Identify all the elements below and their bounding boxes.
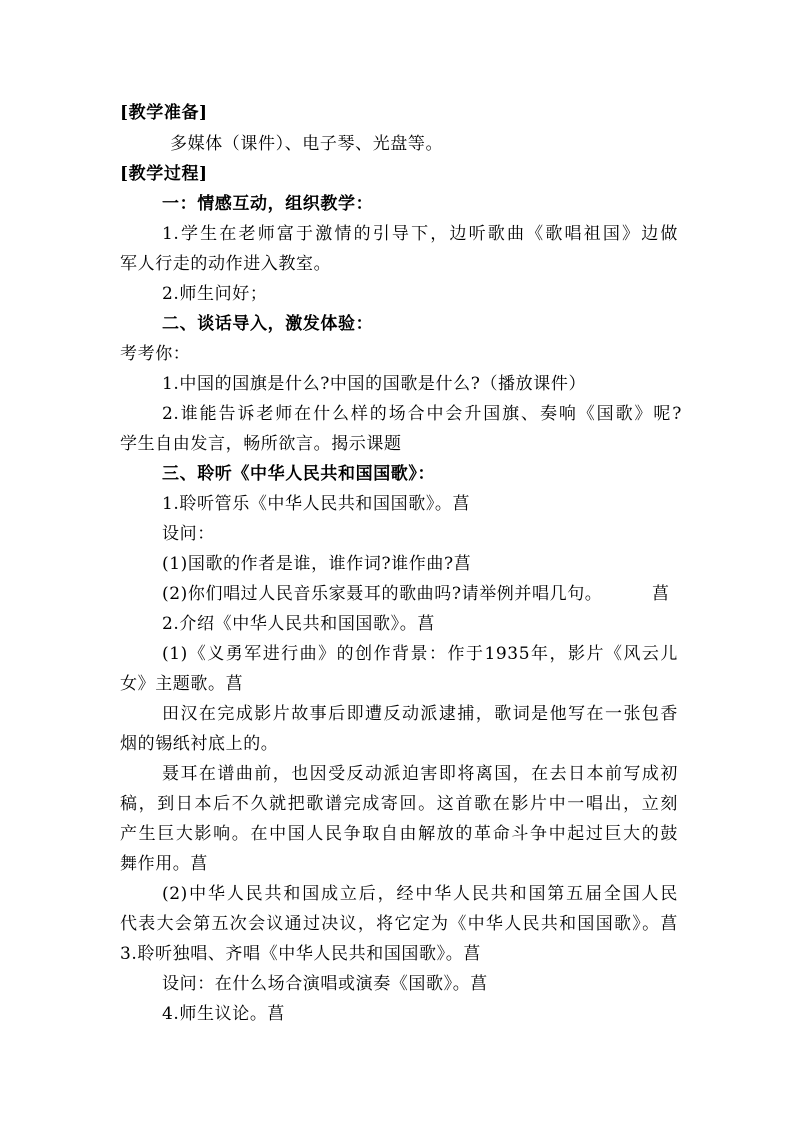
paragraph-line: 考考你： bbox=[120, 344, 191, 364]
section-heading-2: 二、谈话导入，激发体验： bbox=[162, 314, 374, 334]
heading-teaching-preparation: [教学准备] bbox=[120, 103, 208, 123]
section-heading-1: 一：情感互动，组织教学： bbox=[162, 194, 374, 214]
paragraph-line: (1)《义勇军进行曲》的创作背景：作于1935年，影片《风云儿 bbox=[162, 644, 678, 664]
paragraph-line: 稿，到日本后不久就把歌谱完成寄回。这首歌在影片中一唱出，立刻 bbox=[120, 794, 678, 814]
paragraph-line: 代表大会第五次会议通过决议，将它定为《中华人民共和国国歌》。菖 bbox=[120, 914, 678, 934]
paragraph-line: 舞作用。菖 bbox=[120, 854, 208, 874]
paragraph-line: 2.谁能告诉老师在什么样的场合中会升国旗、奏响《国歌》呢? bbox=[162, 404, 682, 424]
paragraph-line: 1.学生在老师富于激情的引导下，边听歌曲《歌唱祖国》边做 bbox=[162, 224, 678, 244]
paragraph-line: 设问：在什么场合演唱或演奏《国歌》。菖 bbox=[162, 974, 488, 994]
paragraph-line: (2)你们唱过人民音乐家聂耳的歌曲吗?请举例并唱几句。 bbox=[162, 584, 603, 604]
paragraph-line: 女》主题歌。菖 bbox=[120, 674, 244, 694]
paragraph-line: 烟的锡纸衬底上的。 bbox=[120, 734, 279, 754]
paragraph-line: 学生自由发言，畅所欲言。揭示课题 bbox=[120, 434, 402, 454]
paragraph-line: 军人行走的动作进入教室。 bbox=[120, 254, 332, 274]
paragraph-line: 1.聆听管乐《中华人民共和国国歌》。菖 bbox=[162, 494, 471, 514]
paragraph-line: 2.师生问好； bbox=[162, 284, 268, 304]
paragraph-line: (2)中华人民共和国成立后，经中华人民共和国第五届全国人民 bbox=[162, 884, 678, 904]
paragraph-line: 设问： bbox=[162, 524, 215, 544]
heading-teaching-process: [教学过程] bbox=[120, 164, 208, 184]
paragraph-line: (1)国歌的作者是谁，谁作词?谁作曲?菖 bbox=[162, 554, 472, 574]
paragraph-line: 聂耳在谱曲前，也因受反动派迫害即将离国，在去日本前写成初 bbox=[162, 764, 678, 784]
section-heading-3: 三、聆听《中华人民共和国国歌》： bbox=[162, 464, 436, 484]
paragraph-line: 2.介绍《中华人民共和国国歌》。菖 bbox=[162, 614, 435, 634]
paragraph-line: 产生巨大影响。在中国人民争取自由解放的革命斗争中起过巨大的鼓 bbox=[120, 824, 678, 844]
paragraph-line: 3.聆听独唱、齐唱《中华人民共和国国歌》。菖 bbox=[120, 944, 481, 964]
trailing-mark: 菖 bbox=[652, 584, 670, 604]
paragraph-line: 1.中国的国旗是什么?中国的国歌是什么?（播放课件） bbox=[162, 374, 587, 394]
paragraph-line: 4.师生议论。菖 bbox=[162, 1004, 286, 1024]
paragraph-materials: 多媒体（课件）、电子琴、光盘等。 bbox=[170, 134, 444, 154]
paragraph-line: 田汉在完成影片故事后即遭反动派逮捕，歌词是他写在一张包香 bbox=[162, 704, 678, 724]
